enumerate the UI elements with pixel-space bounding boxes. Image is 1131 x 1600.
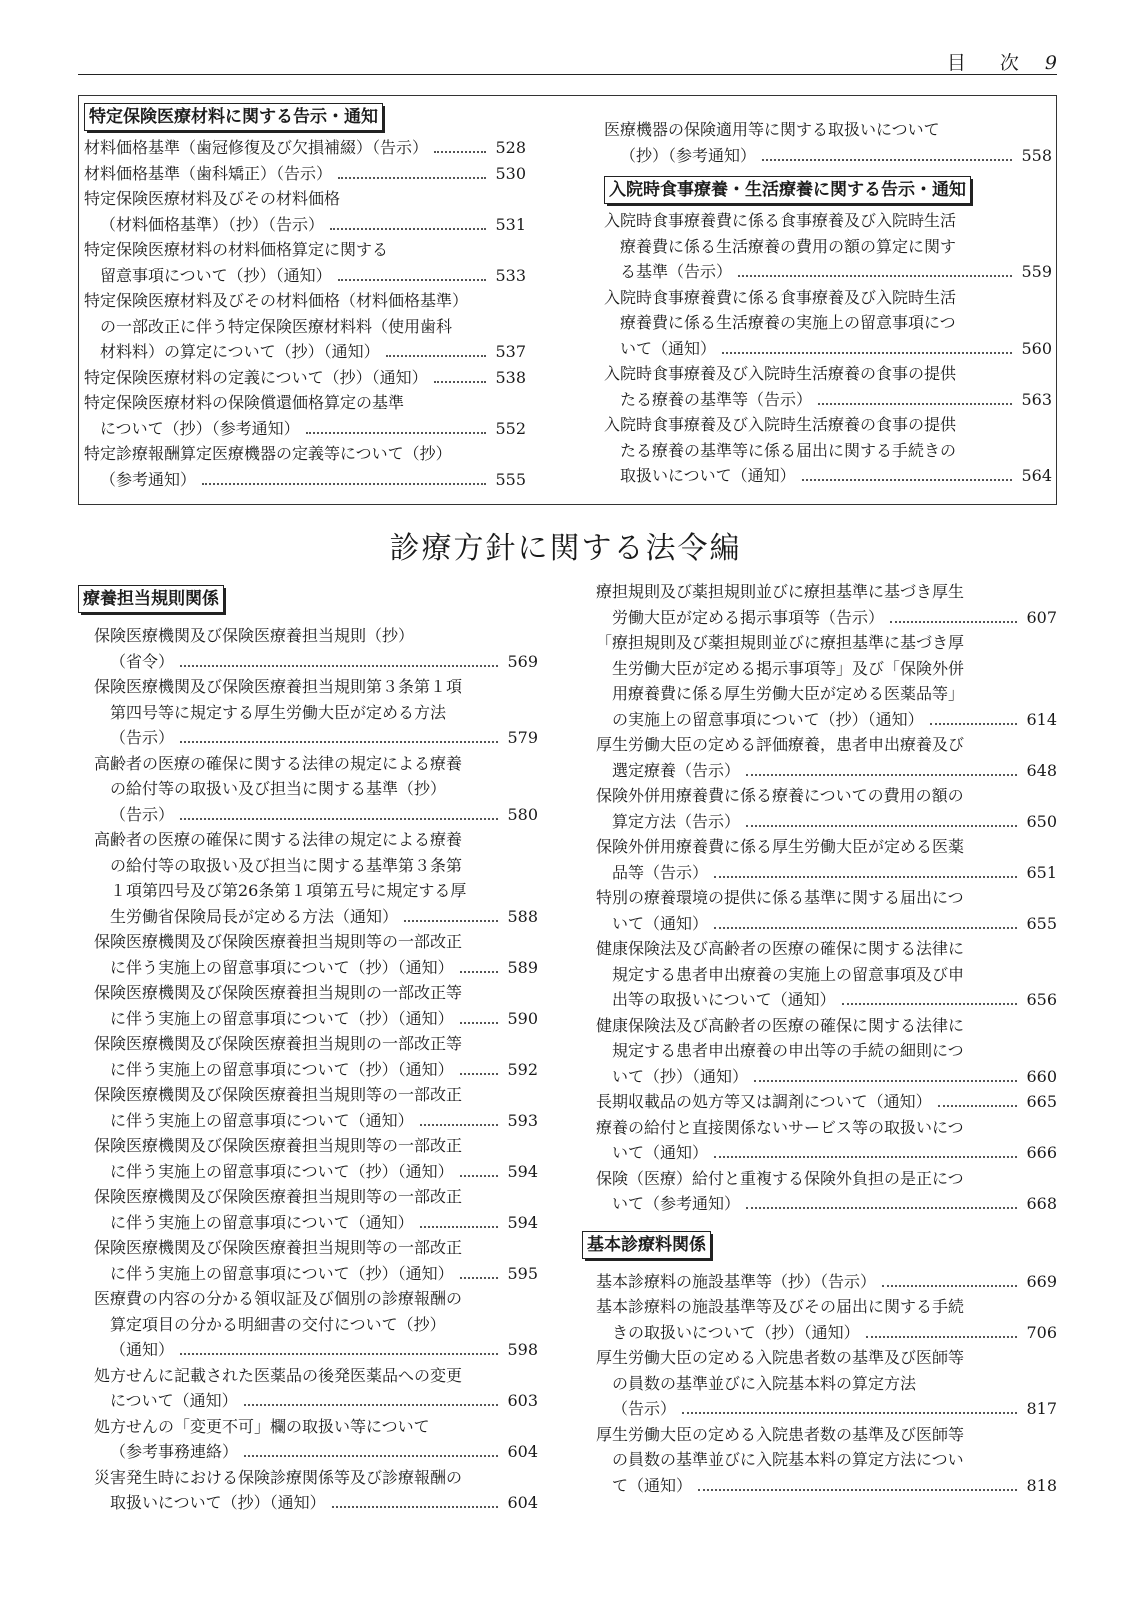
toc-entry-last-line <box>94 1337 538 1363</box>
toc-entry <box>78 1082 538 1133</box>
toc-entry <box>78 674 538 751</box>
toc-entry-text: いて（通知） <box>620 338 717 358</box>
page-number: 604 <box>507 1493 538 1512</box>
page-number: 665 <box>1026 1092 1057 1111</box>
page-number: 660 <box>1026 1066 1057 1086</box>
toc-entry-text: 品等（告示） <box>612 862 709 882</box>
section-title-basic-fees: 基本診療料関係 <box>582 1231 711 1259</box>
dot-leader <box>460 1277 498 1279</box>
main-title: 診療方針に関する法令編 <box>389 531 742 566</box>
toc-entry-text: 入院時食事療養費に係る食事療養及び入院時生活 <box>604 287 957 307</box>
dot-leader <box>818 403 1012 405</box>
toc-entry-text: （告示） <box>612 1399 677 1418</box>
toc-entry-last-line <box>94 1159 538 1185</box>
toc-entry-text: 保険医療機関及び保険医療養担当規則等の一部改正 <box>94 932 463 951</box>
toc-entry-last-line <box>596 809 1057 835</box>
dot-leader <box>460 971 498 973</box>
dot-leader <box>180 1353 498 1355</box>
page-number: 588 <box>507 906 538 926</box>
toc-entry-text: の員数の基準並びに入院基本料の算定方法 <box>612 1373 917 1393</box>
toc-entry-text: 入院時食事療養費に係る食事療養及び入院時生活 <box>604 211 957 230</box>
page-number: 668 <box>1026 1194 1057 1213</box>
top-left-column <box>84 103 526 492</box>
dot-leader <box>180 741 498 743</box>
toc-entry-text: 特定保険医療材料及びその材料価格 <box>84 189 341 208</box>
toc-entry-text: 高齢者の医療の確保に関する法律の規定による療養 <box>94 830 463 849</box>
dot-leader <box>746 825 1017 827</box>
toc-entry-text: 規定する患者申出療養の実施上の留意事項及び申 <box>612 964 965 984</box>
toc-entry-last-line <box>84 416 526 442</box>
toc-entry-list <box>78 623 538 1516</box>
dot-leader <box>244 1404 498 1406</box>
page-number: 560 <box>1021 338 1052 358</box>
toc-entry-text: について（抄）（参考通知） <box>100 418 300 438</box>
toc-entry <box>78 980 538 1031</box>
page-number: 528 <box>495 138 526 157</box>
toc-entry-text: 特定保険医療材料の材料価格算定に関する <box>84 240 389 259</box>
toc-entry-list <box>604 117 1052 168</box>
toc-entry-last-line <box>84 212 526 238</box>
toc-entry <box>84 237 526 288</box>
toc-entry <box>596 1089 1057 1115</box>
toc-entry-text: 算定方法（告示） <box>612 811 741 831</box>
toc-entry-text: いて（参考通知） <box>612 1194 741 1213</box>
toc-entry-text: 災害発生時における保険診療関係等及び診療報酬の <box>94 1467 463 1487</box>
toc-entry-text: 基本診療料の施設基準等（抄）（告示） <box>596 1271 877 1291</box>
toc-entry <box>84 288 526 365</box>
dot-leader <box>714 1156 1017 1158</box>
toc-entry-text: 厚生労働大臣の定める評価療養，患者申出療養及び <box>596 735 965 754</box>
section-title-materials: 特定保険医療材料に関する告示・通知 <box>84 103 383 131</box>
page-number: 604 <box>507 1442 538 1461</box>
toc-entry <box>604 361 1052 412</box>
toc-entry-last-line <box>596 758 1057 784</box>
toc-entry-text: 保険医療機関及び保険医療養担当規則の一部改正等 <box>94 983 463 1002</box>
toc-entry <box>596 1013 1057 1090</box>
toc-entry <box>596 1115 1057 1166</box>
dot-leader <box>738 275 1012 277</box>
dot-leader <box>866 1336 1017 1338</box>
toc-entry-text: いて（通知） <box>612 913 709 933</box>
toc-entry-text: 「療担規則及び薬担規則並びに療担基準に基づき厚 <box>596 633 965 652</box>
toc-entry <box>84 365 526 391</box>
page-number: 594 <box>507 1161 538 1181</box>
dot-leader <box>180 665 498 667</box>
dot-leader <box>746 1207 1017 1209</box>
toc-entry-text: （参考通知） <box>100 469 197 489</box>
toc-entry-text: 医療機器の保険適用等に関する取扱いについて <box>604 120 940 139</box>
toc-entry-text: 材料価格基準（歯科矯正）（告示） <box>84 163 333 183</box>
toc-entry-last-line <box>94 725 538 751</box>
dot-leader <box>244 1455 498 1457</box>
toc-entry-text: 生労働大臣が定める掲示事項等」及び「保険外併 <box>612 658 965 678</box>
toc-entry-text: 入院時食事療養及び入院時生活療養の食事の提供 <box>604 364 957 383</box>
toc-entry <box>604 285 1052 362</box>
toc-entry-text: 入院時食事療養及び入院時生活療養の食事の提供 <box>604 415 957 434</box>
toc-entry-list <box>84 135 526 492</box>
toc-entry-text: 取扱いについて（通知） <box>620 466 796 485</box>
dot-leader <box>306 432 486 434</box>
header-title: 目 次 <box>946 52 1033 74</box>
toc-entry-text: の員数の基準並びに入院基本料の算定方法につい <box>612 1450 964 1469</box>
dot-leader <box>802 479 1012 481</box>
toc-entry-text: （告示） <box>110 804 175 824</box>
toc-entry <box>78 623 538 674</box>
dot-leader <box>460 1175 498 1177</box>
dot-leader <box>682 1412 1017 1414</box>
toc-entry-last-line <box>596 707 1057 733</box>
toc-entry-last-line <box>94 649 538 675</box>
section-title-rules: 療養担当規則関係 <box>78 585 224 613</box>
page-number: 650 <box>1026 811 1057 831</box>
dot-leader <box>420 1124 498 1126</box>
toc-entry-list <box>604 208 1052 489</box>
toc-entry-list <box>596 579 1057 1217</box>
toc-entry <box>78 1133 538 1184</box>
page-number: 552 <box>495 418 526 438</box>
toc-entry-text: 特定保険医療材料の保険償還価格算定の基準 <box>84 393 405 412</box>
toc-entry-text: きの取扱いについて（抄）（通知） <box>612 1322 860 1342</box>
toc-entry-text: （告示） <box>110 728 175 747</box>
page-number: 530 <box>495 163 526 183</box>
page-number: 598 <box>507 1340 538 1359</box>
toc-entry-text: の一部改正に伴う特定保険医療材料料（使用歯科 <box>100 316 453 336</box>
toc-entry <box>596 732 1057 783</box>
toc-entry-last-line <box>84 339 526 365</box>
toc-entry <box>596 834 1057 885</box>
toc-entry-text: 取扱いについて（抄）（通知） <box>110 1493 326 1512</box>
page-number: 706 <box>1026 1322 1057 1342</box>
toc-entry-text: に伴う実施上の留意事項について（抄）（通知） <box>110 1008 454 1028</box>
toc-entry-text: 特定診療報酬算定医療機器の定義等について（抄） <box>84 444 452 463</box>
toc-entry-text: 療養費に係る生活療養の実施上の留意事項につ <box>620 313 956 332</box>
toc-entry-last-line <box>604 463 1052 489</box>
page-number: 656 <box>1026 990 1057 1009</box>
toc-entry-text: 厚生労働大臣の定める入院患者数の基準及び医師等 <box>596 1348 965 1367</box>
page-number: 648 <box>1026 760 1057 780</box>
page-number: 569 <box>507 651 538 671</box>
spacer <box>596 1217 1057 1231</box>
dot-leader <box>842 1003 1017 1005</box>
dot-leader <box>754 1080 1017 1082</box>
toc-entry <box>596 1269 1057 1295</box>
toc-entry <box>596 936 1057 1013</box>
toc-entry <box>596 630 1057 732</box>
toc-entry <box>596 1294 1057 1345</box>
toc-entry-text: 材料料）の算定について（抄）（通知） <box>100 342 380 361</box>
toc-entry-text: 長期収載品の処方等又は調剤について（通知） <box>596 1092 932 1111</box>
lower-right-column <box>587 579 1057 1498</box>
toc-entry-last-line <box>596 1269 1057 1295</box>
toc-entry <box>78 1465 538 1516</box>
toc-entry-text: 保険医療機関及び保険医療養担当規則第３条第１項 <box>94 677 463 696</box>
toc-entry-text: いて（通知） <box>612 1143 709 1162</box>
toc-entry-text: 用療養費に係る厚生労働大臣が定める医薬品等」 <box>612 684 965 703</box>
toc-entry-last-line <box>596 860 1057 886</box>
dot-leader <box>714 876 1017 878</box>
toc-entry-text: 保険医療機関及び保険医療養担当規則等の一部改正 <box>94 1187 463 1206</box>
dot-leader <box>890 621 1017 623</box>
toc-entry-text: に伴う実施上の留意事項について（抄）（通知） <box>110 1263 454 1283</box>
toc-entry-last-line <box>596 1191 1057 1217</box>
page-number: 592 <box>507 1059 538 1079</box>
page-number: 594 <box>507 1212 538 1232</box>
top-right-column <box>604 117 1052 489</box>
toc-entry-text: 保険外併用療養費に係る厚生労働大臣が定める医薬 <box>596 837 965 856</box>
page-number: 579 <box>507 728 538 747</box>
toc-entry-text: 療担規則及び薬担規則並びに療担基準に基づき厚生 <box>596 582 965 601</box>
toc-entry-text: に伴う実施上の留意事項について（通知） <box>110 1212 414 1232</box>
toc-entry-text: について（通知） <box>110 1391 238 1410</box>
dot-leader <box>338 177 486 179</box>
toc-entry-last-line <box>596 1320 1057 1346</box>
dot-leader <box>460 1073 498 1075</box>
section-title-meals: 入院時食事療養・生活療養に関する告示・通知 <box>604 176 971 204</box>
toc-entry-text: 処方せんの「変更不可」欄の取扱い等について <box>94 1416 430 1436</box>
toc-entry-last-line <box>94 1210 538 1236</box>
toc-entry-text: の給付等の取扱い及び担当に関する基準（抄） <box>110 779 447 798</box>
toc-entry-text: 厚生労働大臣の定める入院患者数の基準及び医師等 <box>596 1424 965 1444</box>
toc-entry-last-line <box>604 336 1052 362</box>
dot-leader <box>404 920 498 922</box>
toc-entry-text: 健康保険法及び高齢者の医療の確保に関する法律に <box>596 939 965 958</box>
dot-leader <box>330 228 486 230</box>
toc-entry <box>84 186 526 237</box>
toc-entry-text: 医療費の内容の分かる領収証及び個別の診療報酬の <box>94 1289 463 1308</box>
toc-entry-text: 特定保険医療材料及びその材料価格（材料価格基準） <box>84 291 469 310</box>
toc-entry-text: （省令） <box>110 651 175 671</box>
toc-entry <box>84 161 526 187</box>
toc-entry <box>84 390 526 441</box>
toc-entry-text: て（通知） <box>612 1475 693 1495</box>
dot-leader <box>930 723 1017 725</box>
toc-entry-text: に伴う実施上の留意事項について（抄）（通知） <box>110 1059 454 1079</box>
toc-entry-last-line <box>596 987 1057 1013</box>
dot-leader <box>180 818 498 820</box>
toc-entry <box>596 1345 1057 1422</box>
toc-entry-text: の実施上の留意事項について（抄）（通知） <box>612 709 924 729</box>
page-number: 651 <box>1026 862 1057 882</box>
toc-entry-text: 労働大臣が定める掲示事項等（告示） <box>612 607 885 627</box>
toc-entry <box>78 1414 538 1465</box>
toc-entry-text: 保険（医療）給付と重複する保険外負担の是正につ <box>596 1168 964 1188</box>
toc-entry-text: 処方せんに記載された医薬品の後発医薬品への変更 <box>94 1365 463 1385</box>
toc-entry-last-line <box>604 259 1052 285</box>
toc-entry-text: 出等の取扱いについて（通知） <box>612 990 836 1009</box>
page-number: 614 <box>1026 709 1057 729</box>
toc-entry-last-line <box>84 365 526 391</box>
page-number: 533 <box>495 265 526 285</box>
page-number: 589 <box>507 957 538 977</box>
toc-entry-last-line <box>94 1490 538 1516</box>
dot-leader <box>338 279 486 281</box>
toc-entry-text: たる療養の基準等に係る届出に関する手続きの <box>620 440 957 460</box>
toc-entry-last-line <box>94 1006 538 1032</box>
toc-entry-text: 材料価格基準（歯冠修復及び欠損補綴）（告示） <box>84 138 429 157</box>
toc-entry-text: に伴う実施上の留意事項について（抄）（通知） <box>110 957 454 977</box>
toc-entry-text: に伴う実施上の留意事項について（抄）（通知） <box>110 1161 454 1181</box>
toc-entry <box>596 1422 1057 1499</box>
dot-leader <box>746 774 1017 776</box>
toc-entry-list <box>596 1269 1057 1499</box>
page-number: 817 <box>1026 1399 1057 1418</box>
page-number: 580 <box>507 804 538 824</box>
toc-entry-last-line <box>84 467 526 493</box>
toc-entry <box>84 135 526 161</box>
toc-entry-text: （抄）（参考通知） <box>620 145 757 165</box>
page-header <box>78 48 1057 75</box>
toc-entry <box>596 783 1057 834</box>
toc-entry-last-line <box>94 1108 538 1134</box>
toc-entry-text: 保険医療機関及び保険医療養担当規則等の一部改正 <box>94 1238 463 1257</box>
toc-entry <box>78 929 538 980</box>
toc-entry-last-line <box>604 143 1052 169</box>
toc-entry-text: 基本診療料の施設基準等及びその届出に関する手続 <box>596 1297 965 1316</box>
toc-entry-last-line <box>596 911 1057 937</box>
toc-entry-text: 保険外併用療養費に係る療養についての費用の額の <box>596 786 964 805</box>
lower-left-column <box>78 585 538 1516</box>
toc-entry-last-line <box>84 161 526 187</box>
toc-entry-text: 算定項目の分かる明細書の交付について（抄） <box>110 1314 446 1334</box>
toc-entry <box>84 441 526 492</box>
page-number: 590 <box>507 1008 538 1028</box>
page-number: 538 <box>495 367 526 387</box>
page-number: 558 <box>1021 145 1052 165</box>
toc-entry-text: 留意事項について（抄）（通知） <box>100 265 332 285</box>
toc-entry-text: 保険医療機関及び保険医療養担当規則等の一部改正 <box>94 1136 463 1155</box>
toc-entry-text: 選定療養（告示） <box>612 760 741 780</box>
toc-entry-last-line <box>94 1057 538 1083</box>
dot-leader <box>420 1226 498 1228</box>
toc-entry-last-line <box>94 1261 538 1287</box>
toc-entry-text: 保険医療機関及び保険医療養担当規則等の一部改正 <box>94 1085 463 1104</box>
toc-entry-text: 療養費に係る生活療養の費用の額の算定に関す <box>620 236 957 256</box>
toc-entry-text: る基準（告示） <box>620 262 733 281</box>
toc-entry-last-line <box>596 1140 1057 1166</box>
toc-entry-text: （通知） <box>110 1340 175 1359</box>
dot-leader <box>460 1022 498 1024</box>
toc-entry <box>78 1184 538 1235</box>
toc-entry-last-line <box>94 1439 538 1465</box>
page-number: 655 <box>1026 913 1057 933</box>
toc-entry-text: いて（抄）（通知） <box>612 1066 749 1086</box>
toc-entry-last-line <box>94 1388 538 1414</box>
toc-entry-text: 高齢者の医療の確保に関する法律の規定による療養 <box>94 753 463 773</box>
toc-entry-text: （材料価格基準）（抄）（告示） <box>100 214 325 234</box>
dot-leader <box>938 1105 1017 1107</box>
dot-leader <box>714 927 1017 929</box>
page-number: 603 <box>507 1391 538 1410</box>
toc-entry-last-line <box>84 263 526 289</box>
toc-entry-text: 保険医療機関及び保険医療養担当規則の一部改正等 <box>94 1034 463 1053</box>
toc-entry-text: 第四号等に規定する厚生労働大臣が定める方法 <box>110 702 447 722</box>
toc-entry <box>596 579 1057 630</box>
dot-leader <box>434 151 486 153</box>
toc-entry <box>78 1031 538 1082</box>
dot-leader <box>698 1489 1017 1491</box>
page-number: 564 <box>1021 466 1052 485</box>
toc-entry <box>596 1166 1057 1217</box>
toc-entry-text: に伴う実施上の留意事項について（通知） <box>110 1110 414 1130</box>
toc-entry <box>604 208 1052 285</box>
page-number: 818 <box>1026 1475 1057 1495</box>
toc-entry-text: 特別の療養環境の提供に係る基準に関する届出につ <box>596 888 964 907</box>
dot-leader <box>202 483 486 485</box>
toc-entry-last-line <box>596 1064 1057 1090</box>
toc-entry-text: の給付等の取扱い及び担当に関する基準第３条第 <box>110 855 463 875</box>
toc-entry-text: たる療養の基準等（告示） <box>620 389 813 409</box>
page-number: 595 <box>507 1263 538 1283</box>
toc-entry-last-line <box>596 1089 1057 1115</box>
page-number: 593 <box>507 1110 538 1130</box>
toc-entry-text: 療養の給付と直接関係ないサービス等の取扱いにつ <box>596 1117 964 1137</box>
page-number: 559 <box>1021 262 1052 281</box>
page-number: 607 <box>1026 607 1057 627</box>
page-number: 666 <box>1026 1143 1057 1162</box>
toc-entry-last-line <box>94 955 538 981</box>
page-number: 531 <box>495 214 526 234</box>
toc-entry-last-line <box>94 904 538 930</box>
toc-entry-text: （参考事務連絡） <box>110 1442 239 1461</box>
toc-entry-last-line <box>596 605 1057 631</box>
toc-entry-text: 特定保険医療材料の定義について（抄）（通知） <box>84 367 428 387</box>
dot-leader <box>386 355 486 357</box>
toc-entry <box>596 885 1057 936</box>
dot-leader <box>434 381 486 383</box>
page-number: 555 <box>495 469 526 489</box>
toc-entry-last-line <box>596 1473 1057 1499</box>
toc-entry-last-line <box>84 135 526 161</box>
toc-entry <box>604 117 1052 168</box>
page-number: 563 <box>1021 389 1052 409</box>
dot-leader <box>722 352 1012 354</box>
dot-leader <box>332 1506 498 1508</box>
toc-entry-last-line <box>596 1396 1057 1422</box>
header-page-number: 9 <box>1044 52 1057 74</box>
dot-leader <box>882 1285 1017 1287</box>
toc-entry-text: 規定する患者申出療養の申出等の手続の細則につ <box>612 1041 964 1060</box>
page-number: 537 <box>495 342 526 361</box>
toc-entry <box>604 412 1052 489</box>
toc-entry-last-line <box>94 802 538 828</box>
page-number: 669 <box>1026 1271 1057 1291</box>
toc-entry <box>78 1286 538 1363</box>
dot-leader <box>762 159 1012 161</box>
toc-entry-text: 生労働省保険局長が定める方法（通知） <box>110 906 399 926</box>
toc-entry <box>78 1235 538 1286</box>
toc-entry-text: 健康保険法及び高齢者の医療の確保に関する法律に <box>596 1015 965 1035</box>
toc-entry-last-line <box>604 387 1052 413</box>
toc-entry-text: １項第四号及び第26条第１項第五号に規定する厚 <box>110 881 467 900</box>
toc-entry <box>78 827 538 929</box>
toc-entry-text: 保険医療機関及び保険医療養担当規則（抄） <box>94 626 415 645</box>
toc-entry <box>78 1363 538 1414</box>
toc-entry <box>78 751 538 828</box>
